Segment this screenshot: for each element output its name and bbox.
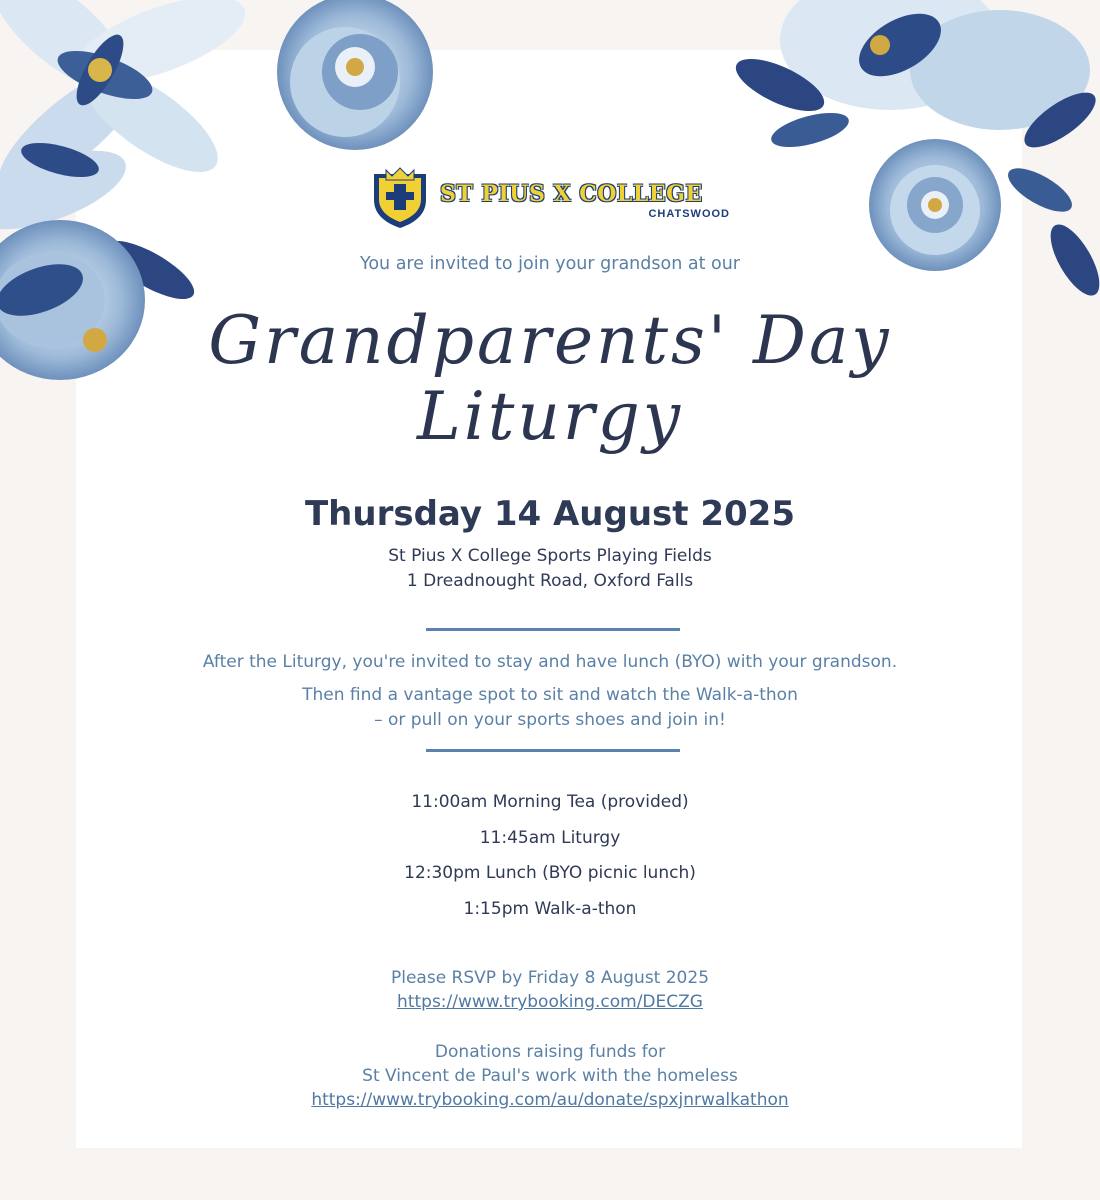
event-venue	[0, 544, 1100, 594]
event-title-line2: Liturgy	[416, 378, 684, 455]
lunch-note: After the Liturgy, you're invited to stay and have lunch (BYO) with your grandson.	[202, 652, 898, 672]
divider-bottom	[426, 749, 680, 752]
donation-link[interactable]: https://www.trybooking.com/au/donate/spxjnrwalkathon	[311, 1090, 789, 1110]
event-date: Thursday 14 August 2025	[304, 494, 795, 534]
venue-name: St Pius X College Sports Playing Fields	[388, 546, 712, 566]
school-crest-icon	[370, 166, 430, 228]
divider-top	[426, 628, 680, 631]
walkathon-note-line2: – or pull on your sports shoes and join in!	[374, 710, 726, 730]
schedule-item: 1:15pm Walk-a-thon	[463, 898, 637, 919]
venue-address: 1 Dreadnought Road, Oxford Falls	[406, 571, 694, 591]
schedule-item: 11:00am Morning Tea (provided)	[411, 792, 689, 812]
school-name: ST PIUS X COLLEGE	[440, 181, 703, 207]
school-location: CHATSWOOD	[648, 208, 730, 220]
school-logo	[370, 166, 740, 230]
donations-line1: Donations raising funds for	[434, 1042, 666, 1062]
rsvp-section	[0, 966, 1100, 1014]
schedule-item: 12:30pm Lunch (BYO picnic lunch)	[404, 863, 696, 883]
event-title-line1: Grandparents' Day	[208, 302, 892, 379]
invitation-intro: You are invited to join your grandson at our	[359, 254, 741, 274]
schedule-item: 11:45am Liturgy	[479, 827, 621, 848]
donations-line2: St Vincent de Paul's work with the homeless	[362, 1066, 738, 1086]
walkathon-note	[0, 683, 1100, 733]
donations-section	[0, 1040, 1100, 1112]
rsvp-link[interactable]: https://www.trybooking.com/DECZG	[397, 992, 703, 1012]
event-schedule	[0, 790, 1100, 932]
walkathon-note-line1: Then find a vantage spot to sit and watch the Walk-a-thon	[302, 685, 798, 705]
rsvp-text: Please RSVP by Friday 8 August 2025	[390, 968, 710, 988]
